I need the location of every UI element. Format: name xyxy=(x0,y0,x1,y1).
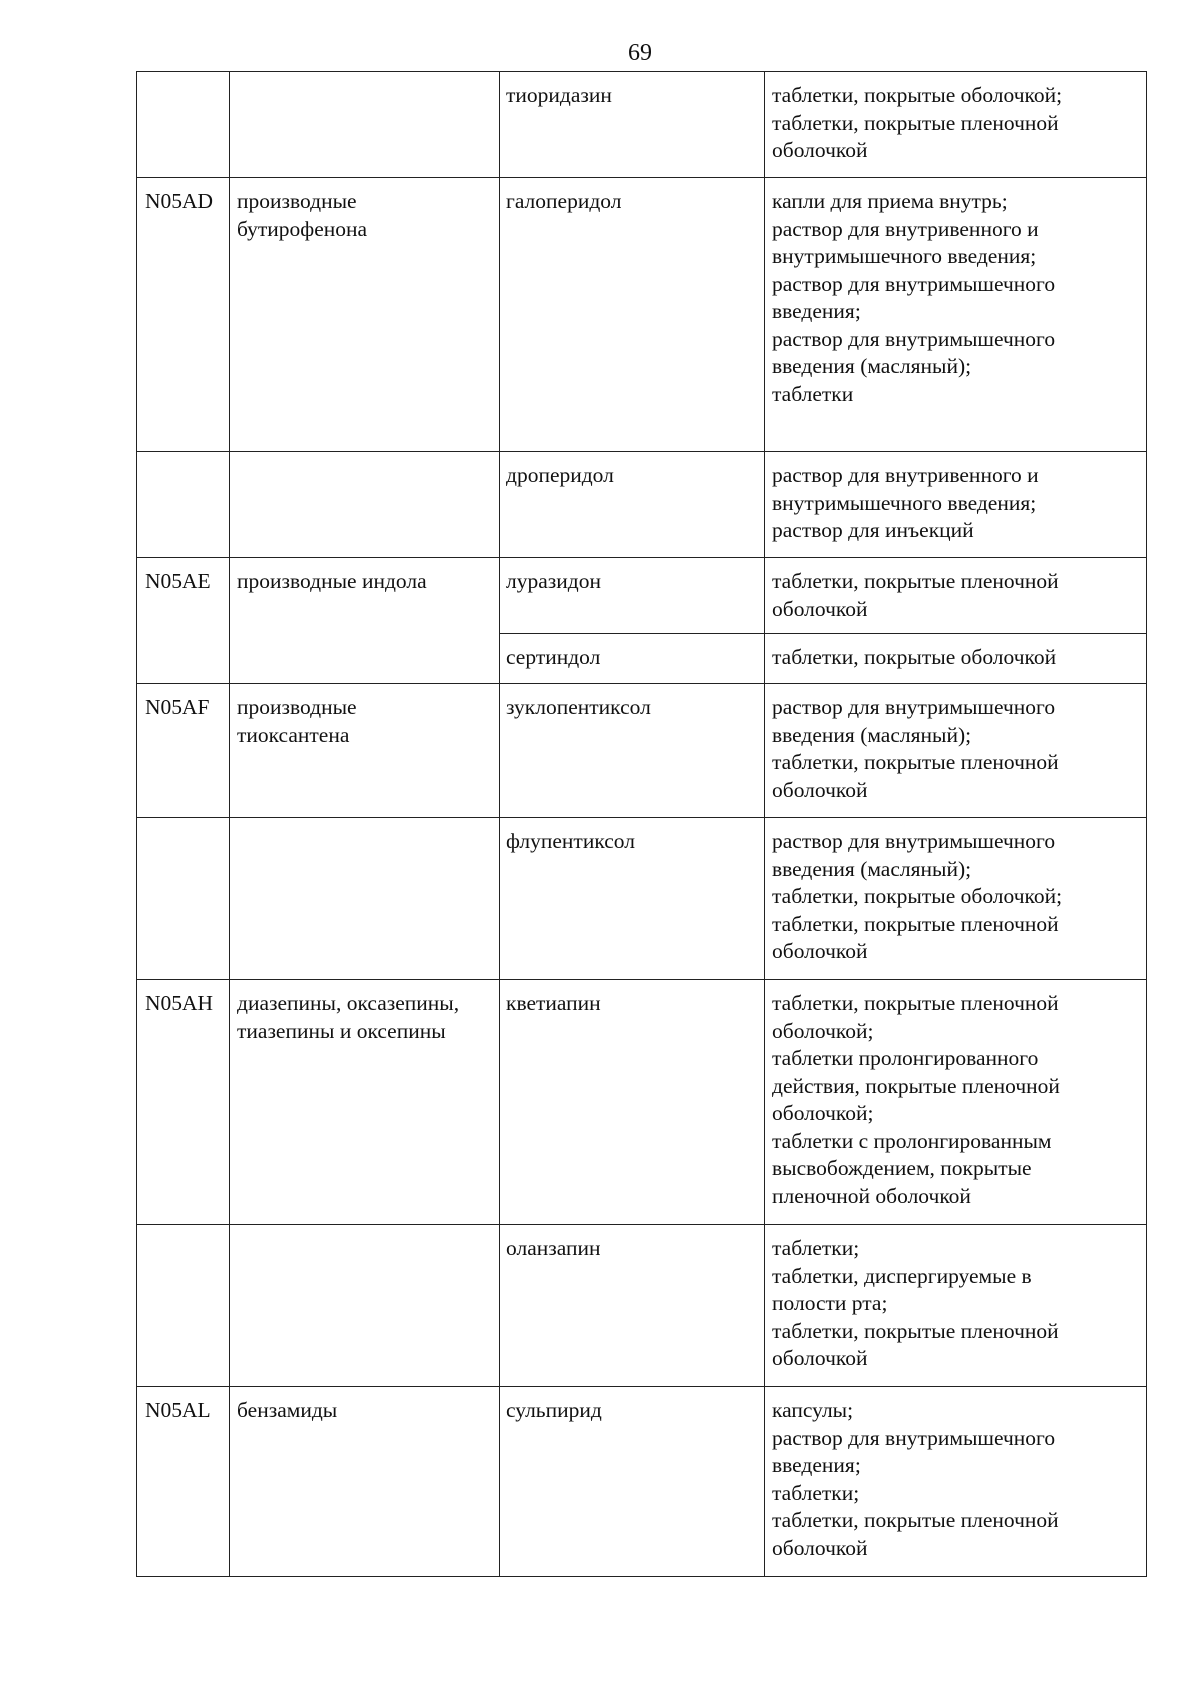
group-cell: диазепины, оксазепины, тиазепины и оксепины xyxy=(230,980,500,1225)
dosage-forms-cell: таблетки; таблетки, диспергируемые в полости рта; таблетки, покрытые пленочной оболочкой xyxy=(765,1225,1147,1387)
atc-code-cell xyxy=(137,452,230,558)
table-row xyxy=(137,1387,1147,1577)
atc-code-cell: N05AL xyxy=(137,1387,230,1577)
atc-code-cell xyxy=(137,72,230,178)
dosage-forms-cell: раствор для внутримышечного введения (масляный); таблетки, покрытые пленочной оболочкой xyxy=(765,684,1147,818)
table-row xyxy=(137,1225,1147,1387)
drug-name-cell: флупентиксол xyxy=(500,818,765,980)
drug-name-cell: сертиндол xyxy=(500,634,765,684)
table-row xyxy=(137,818,1147,980)
dosage-forms-cell: таблетки, покрытые пленочной оболочкой xyxy=(765,558,1147,634)
table-row xyxy=(137,72,1147,178)
dosage-forms-cell: таблетки, покрытые оболочкой; таблетки, покрытые пленочной оболочкой xyxy=(765,72,1147,178)
drug-name-cell: зуклопентиксол xyxy=(500,684,765,818)
drug-name-cell: тиоридазин xyxy=(500,72,765,178)
group-cell xyxy=(230,1225,500,1387)
atc-code-cell: N05AD xyxy=(137,178,230,452)
atc-code-cell xyxy=(137,818,230,980)
atc-code-cell xyxy=(137,1225,230,1387)
dosage-forms-cell: таблетки, покрытые оболочкой xyxy=(765,634,1147,684)
drug-name-cell: галоперидол xyxy=(500,178,765,452)
drug-name-cell: кветиапин xyxy=(500,980,765,1225)
dosage-forms-cell: раствор для внутривенного и внутримышечного введения; раствор для инъекций xyxy=(765,452,1147,558)
atc-code-cell: N05AE xyxy=(137,558,230,684)
atc-code-cell: N05AF xyxy=(137,684,230,818)
group-cell: производные индола xyxy=(230,558,500,684)
drug-name-cell: оланзапин xyxy=(500,1225,765,1387)
table-row xyxy=(137,558,1147,634)
table-row xyxy=(137,684,1147,818)
drug-name-cell: дроперидол xyxy=(500,452,765,558)
dosage-forms-cell: таблетки, покрытые пленочной оболочкой; таблетки пролонгированного действия, покрытые пленочной оболочкой; таблетки с пролонгированным высвобождением, покрытые пленочной оболочкой xyxy=(765,980,1147,1225)
drug-table xyxy=(136,71,1147,1577)
group-cell xyxy=(230,818,500,980)
dosage-forms-cell: капсулы; раствор для внутримышечного введения; таблетки; таблетки, покрытые пленочной оболочкой xyxy=(765,1387,1147,1577)
group-cell xyxy=(230,452,500,558)
group-cell: производные тиоксантена xyxy=(230,684,500,818)
table-row xyxy=(137,452,1147,558)
table-row xyxy=(137,178,1147,452)
drug-name-cell: луразидон xyxy=(500,558,765,634)
group-cell: бензамиды xyxy=(230,1387,500,1577)
table-row xyxy=(137,980,1147,1225)
group-cell xyxy=(230,72,500,178)
page-number: 69 xyxy=(628,40,652,66)
drug-name-cell: сульпирид xyxy=(500,1387,765,1577)
dosage-forms-cell: капли для приема внутрь; раствор для внутривенного и внутримышечного введения; раствор для внутримышечного введения; раствор для внутримышечного введения (масляный); таблетки xyxy=(765,178,1147,452)
atc-code-cell: N05AH xyxy=(137,980,230,1225)
group-cell: производные бутирофенона xyxy=(230,178,500,452)
dosage-forms-cell: раствор для внутримышечного введения (масляный); таблетки, покрытые оболочкой; таблетки, покрытые пленочной оболочкой xyxy=(765,818,1147,980)
